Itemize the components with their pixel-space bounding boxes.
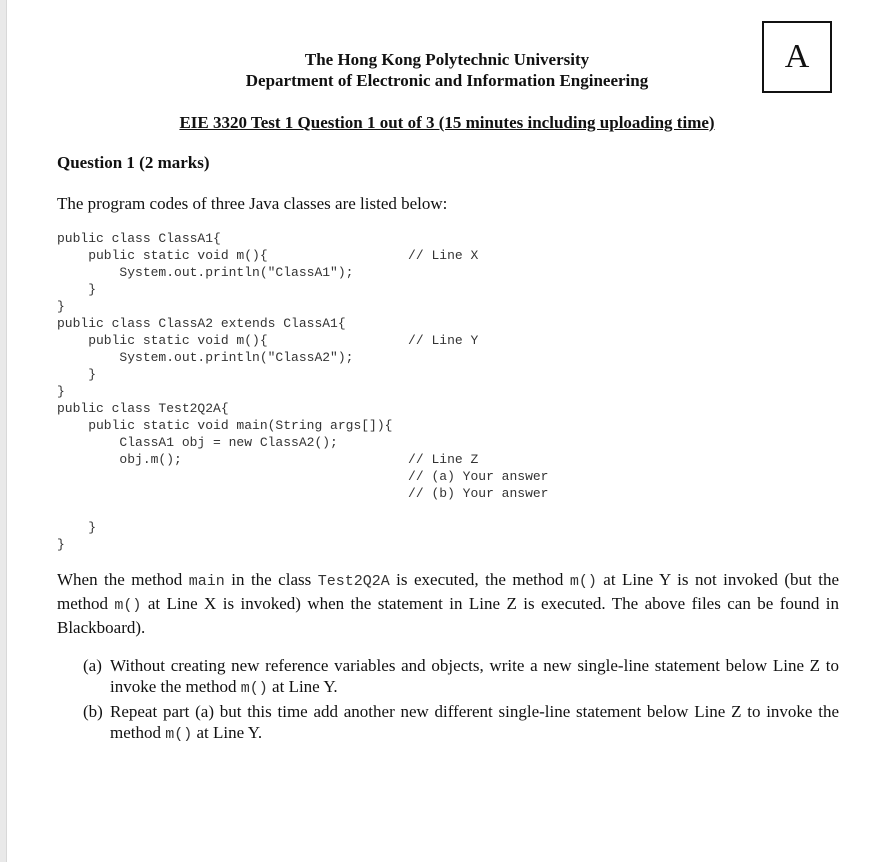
code-line: }: [57, 384, 65, 399]
code-line: }: [57, 520, 97, 535]
inline-code: main: [188, 573, 225, 590]
code-line: public static void m(){ // Line X: [57, 248, 479, 263]
question-description: [57, 569, 839, 639]
code-line: public class Test2Q2A{: [57, 401, 229, 416]
code-line: public class ClassA2 extends ClassA1{: [57, 316, 346, 331]
code-listing: [57, 230, 548, 553]
para-text: When the method: [57, 570, 189, 589]
code-line: }: [57, 367, 97, 382]
code-line: // (b) Your answer: [57, 486, 549, 501]
code-line: [57, 502, 548, 519]
inline-code: Test2Q2A: [317, 573, 390, 590]
inline-code: m(): [569, 573, 597, 590]
part-a-text: [110, 655, 839, 699]
part-b-text: [110, 701, 839, 745]
para-text: is executed, the method: [389, 570, 570, 589]
code-line: System.out.println("ClassA2");: [57, 350, 354, 365]
code-line: // (a) Your answer: [57, 469, 549, 484]
code-line: System.out.println("ClassA1");: [57, 265, 354, 280]
question-parts: [83, 655, 839, 747]
part-text: at Line Y.: [192, 723, 263, 742]
inline-code: m(): [114, 597, 142, 614]
code-line: public class ClassA1{: [57, 231, 221, 246]
part-text: Without creating new reference variables and objects, write a new single-line statement below Line Z to invoke the method: [110, 656, 839, 696]
university-name: The Hong Kong Polytechnic University: [304, 50, 590, 69]
part-text: Repeat part (a) but this time add another new different single-line statement below Line Z to invoke the method: [110, 702, 839, 742]
para-text: in the class: [224, 570, 318, 589]
code-line: }: [57, 282, 97, 297]
code-line: obj.m(); // Line Z: [57, 452, 479, 467]
part-a-label: (a): [83, 656, 102, 675]
inline-code: m(): [240, 680, 268, 697]
question-heading: Question 1 (2 marks): [57, 153, 210, 172]
para-text: at Line X is invoked) when the statement in Line Z is executed. The above files can be found in Blackboard).: [57, 594, 839, 637]
part-b: [83, 701, 839, 745]
para-text: at Line Y is not invoked (but the method: [57, 570, 839, 613]
code-line: ClassA1 obj = new ClassA2();: [57, 435, 338, 450]
part-a: [83, 655, 839, 699]
inline-code: m(): [165, 726, 193, 743]
code-line: public static void main(String args[]){: [57, 418, 393, 433]
code-line: public static void m(){ // Line Y: [57, 333, 479, 348]
test-title: EIE 3320 Test 1 Question 1 out of 3 (15 minutes including uploading time): [179, 113, 715, 132]
department-name: Department of Electronic and Information Engineering: [245, 71, 649, 90]
part-b-label: (b): [83, 702, 103, 721]
part-text: at Line Y.: [267, 677, 338, 696]
question-intro: The program codes of three Java classes are listed below:: [57, 194, 448, 213]
version-label: A: [784, 38, 810, 75]
code-line: }: [57, 537, 65, 552]
code-line: }: [57, 299, 65, 314]
